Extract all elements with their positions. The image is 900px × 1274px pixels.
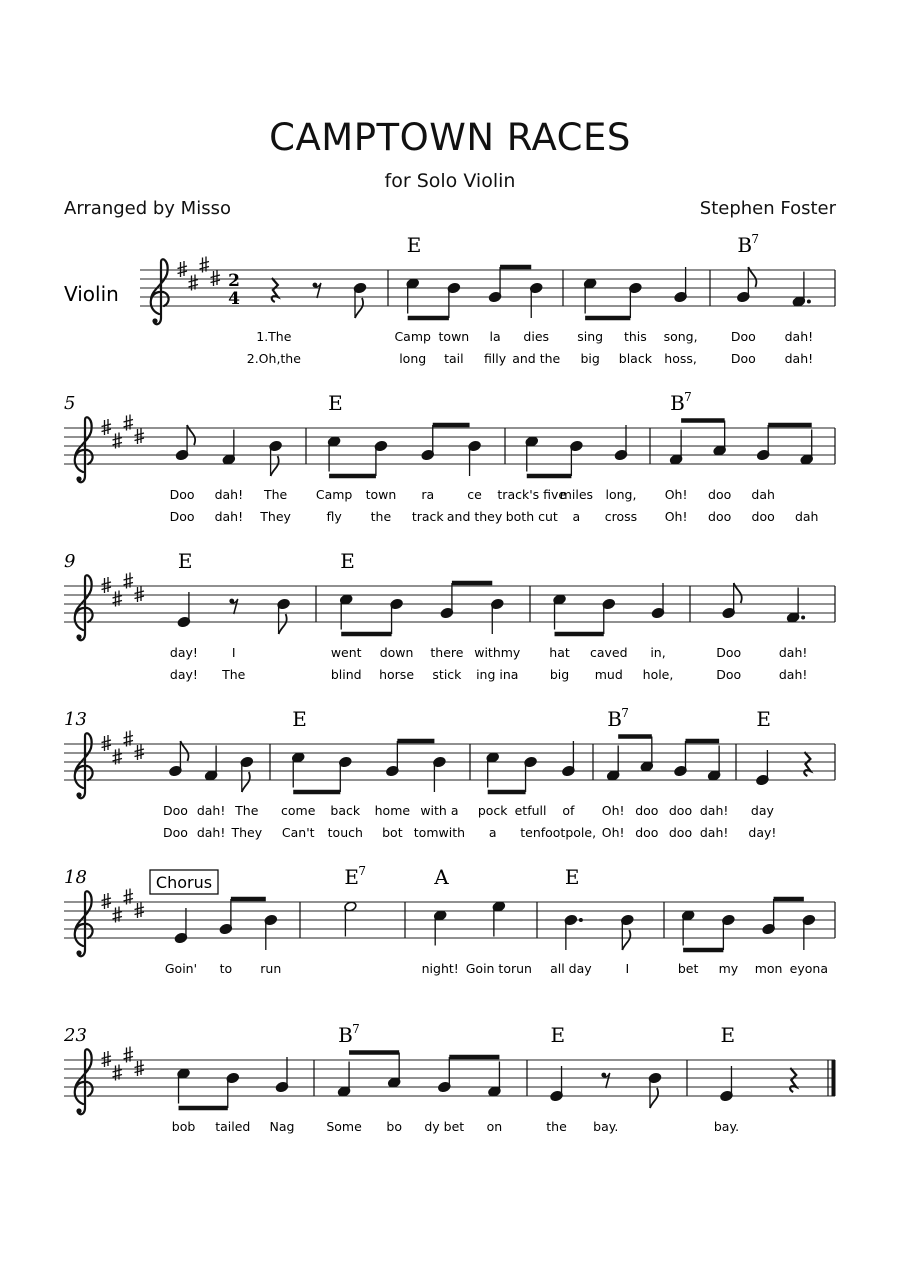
system-4-chord-symbol: E	[292, 707, 307, 731]
system-3-measure-number: 9	[64, 551, 76, 572]
system-2-key-sharp-icon	[102, 419, 112, 435]
system-1-chord-extension: 7	[751, 232, 759, 246]
system-4-clef-dot-icon	[76, 792, 81, 797]
system-2-lyric-verse1: ra	[421, 487, 435, 502]
system-3-lyric-verse2: day!	[169, 667, 198, 682]
system-6-lyric-verse1: bay.	[713, 1119, 740, 1134]
system-2-lyric-verse2: dah!	[214, 509, 244, 524]
system-1-key-sharp-icon	[178, 261, 188, 277]
system-5-dot-icon	[579, 918, 583, 922]
system-3-chord-symbol: E	[177, 549, 193, 573]
system-6-lyric-verse1: tailed	[215, 1119, 251, 1134]
system-5-chord-symbol: A	[434, 865, 449, 889]
system-2-lyric-verse2: doo	[751, 509, 775, 524]
system-3-lyric-verse2: mud	[594, 667, 623, 682]
system-5-lyric-verse1: night!	[421, 961, 459, 976]
system-1-lyric-verse1: this	[623, 329, 647, 344]
system-3-lyric-verse2: Doo	[716, 667, 742, 682]
system-4-lyric-verse1: day	[750, 803, 774, 818]
score-title: CAMPTOWN RACES	[269, 116, 631, 159]
system-3-lyric-verse2: stick	[432, 667, 462, 682]
system-2-key-sharp-icon	[135, 428, 145, 444]
system-4-measure-number: 13	[64, 709, 87, 730]
system-4-lyric-verse1: etfull	[514, 803, 547, 818]
system-6-measure-number: 23	[64, 1025, 87, 1046]
system-3-lyric-verse1: caved	[589, 645, 628, 660]
system-1-clef-dot-icon	[152, 318, 157, 323]
system-3-clef-dot-icon	[76, 634, 81, 639]
system-3-key-sharp-icon	[135, 586, 145, 602]
system-3-chord-symbol: E	[340, 549, 355, 573]
system-4-lyric-verse1: back	[330, 803, 361, 818]
system-2-lyric-verse2: and they	[446, 509, 503, 524]
system-5-lyric-verse1: mon	[754, 961, 783, 976]
system-4-lyric-verse2: footpole,	[540, 825, 597, 840]
system-3-lyric-verse2: ing ina	[476, 667, 519, 682]
time-signature-top: 2	[228, 271, 240, 291]
system-5-lyric-verse1: my	[718, 961, 739, 976]
system-2-chord-extension: 7	[684, 390, 692, 404]
system-6-chord-symbol: E	[550, 1023, 566, 1047]
system-1-lyric-verse2: hoss,	[664, 351, 697, 366]
system-5-note-flag	[622, 930, 630, 950]
system-5-measure-number: 18	[64, 867, 87, 888]
system-1-key-sharp-icon	[211, 270, 221, 286]
system-5-lyric-verse1: I	[625, 961, 630, 976]
system-3-lyric-verse2: big	[549, 667, 570, 682]
system-2-lyric-verse2: They	[260, 509, 291, 524]
system-3-lyric-verse1: down	[379, 645, 414, 660]
system-4-lyric-verse1: home	[374, 803, 411, 818]
system-1-lyric-verse1: dies	[523, 329, 550, 344]
system-3-lyric-verse1: in,	[650, 645, 666, 660]
system-6-key-sharp-icon	[102, 1051, 112, 1067]
system-4-key-sharp-icon	[135, 744, 145, 760]
system-4-lyric-verse2: Doo	[162, 825, 188, 840]
system-4-lyric-verse1: dah!	[699, 803, 729, 818]
system-3-lyric-verse2: blind	[330, 667, 362, 682]
system-4-lyric-verse2: doo	[668, 825, 693, 840]
system-2-lyric-verse1: miles	[559, 487, 594, 502]
instrument-name: Violin	[64, 282, 119, 306]
system-2-lyric-verse2: Doo	[169, 509, 195, 524]
system-5-lyric-verse1: Goin'	[164, 961, 198, 976]
system-5-lyric-verse1: bet	[677, 961, 699, 976]
system-5-lyric-verse1: all day	[550, 961, 592, 976]
system-1-lyric-verse1: dah!	[784, 329, 814, 344]
system-4-lyric-verse2: Oh!	[601, 825, 625, 840]
system-4-lyric-verse1: with a	[420, 803, 459, 818]
system-6-lyric-verse1: on	[486, 1119, 503, 1134]
system-2-clef-dot-icon	[76, 476, 81, 481]
system-3-lyric-verse2: horse	[379, 667, 415, 682]
system-1-lyric-verse1: Camp	[394, 329, 431, 344]
system-5-lyric-verse1: Goin torun	[465, 961, 532, 976]
system-5-lyric-verse1: eyona	[789, 961, 829, 976]
system-4-lyric-verse2: bot	[382, 825, 403, 840]
system-5-key-sharp-icon	[102, 893, 112, 909]
system-2-lyric-verse1: The	[263, 487, 288, 502]
system-2-lyric-verse1: long,	[605, 487, 637, 502]
system-3-key-sharp-icon	[102, 577, 112, 593]
system-2-chord-symbol: B	[670, 391, 685, 415]
system-6-chord-symbol: B	[338, 1023, 353, 1047]
system-1-lyric-verse2: 2.Oh,the	[246, 351, 301, 366]
system-4-lyric-verse2: tomwith	[413, 825, 466, 840]
system-2-lyric-verse2: both cut	[505, 509, 558, 524]
chorus-label: Chorus	[155, 873, 213, 892]
system-1-dot-icon	[807, 300, 811, 304]
system-2-lyric-verse1: Camp	[315, 487, 353, 502]
system-4-lyric-verse1: doo	[635, 803, 659, 818]
system-1-lyric-verse2: black	[618, 351, 652, 366]
system-4-lyric-verse2: a	[488, 825, 497, 840]
system-3-lyric-verse1: day!	[169, 645, 198, 660]
system-3-lyric-verse2: The	[222, 667, 246, 682]
system-1-lyric-verse2: dah!	[784, 351, 814, 366]
system-5-chord-symbol: E	[564, 865, 580, 889]
system-4-lyric-verse1: pock	[477, 803, 508, 818]
system-4-lyric-verse2: dah!	[196, 825, 226, 840]
system-6-lyric-verse1: dy bet	[424, 1119, 465, 1134]
system-1-lyric-verse1: town	[438, 329, 470, 344]
system-3-lyric-verse1: Doo	[716, 645, 742, 660]
system-4-quarter-rest-icon	[804, 752, 810, 776]
system-5-lyric-verse1: to	[219, 961, 233, 976]
system-1-lyric-verse1: la	[489, 329, 501, 344]
system-2-chord-symbol: E	[328, 391, 343, 415]
system-2-lyric-verse2: track	[411, 509, 444, 524]
system-4-lyric-verse2: ten	[520, 825, 541, 840]
system-4-chord-extension: 7	[621, 706, 629, 720]
system-4-lyric-verse1: dah!	[196, 803, 226, 818]
system-3-lyric-verse1: I	[231, 645, 236, 660]
system-6-lyric-verse1: bay.	[593, 1119, 619, 1134]
system-2-lyric-verse1: doo	[708, 487, 732, 502]
system-4-lyric-verse1: The	[235, 803, 259, 818]
system-6-clef-dot-icon	[76, 1108, 81, 1113]
system-4-lyric-verse1: Doo	[162, 803, 188, 818]
system-1-quarter-rest-icon	[272, 278, 278, 302]
system-5-chord-symbol: E	[344, 865, 360, 889]
system-3-note-flag	[279, 614, 287, 634]
system-1-chord-symbol: B	[737, 233, 753, 257]
system-5-treble-clef-icon	[75, 891, 93, 956]
system-1-lyric-verse2: long	[399, 351, 427, 366]
system-6-chord-extension: 7	[352, 1022, 360, 1036]
system-6-quarter-rest-icon	[790, 1068, 796, 1092]
system-3-dot-icon	[801, 616, 805, 620]
system-6-lyric-verse1: Some	[326, 1119, 362, 1134]
system-5-chord-extension: 7	[358, 864, 367, 878]
time-signature-bottom: 4	[228, 289, 240, 309]
system-3-lyric-verse2: hole,	[642, 667, 674, 682]
system-1-treble-clef-icon	[151, 259, 169, 324]
system-4-lyric-verse2: doo	[635, 825, 659, 840]
system-1-lyric-verse1: Doo	[730, 329, 756, 344]
system-2-lyric-verse2: Oh!	[664, 509, 688, 524]
system-3-lyric-verse1: dah!	[778, 645, 808, 660]
system-5-key-sharp-icon	[135, 902, 145, 918]
system-2-lyric-verse1: Oh!	[664, 487, 688, 502]
composer-credit: Stephen Foster	[699, 198, 836, 219]
system-2-note-flag	[271, 456, 279, 476]
system-1-lyric-verse1: 1.The	[256, 329, 292, 344]
system-2-treble-clef-icon	[75, 417, 93, 482]
system-1-lyric-verse2: and the	[512, 351, 561, 366]
system-4-note-flag	[242, 772, 250, 792]
system-6-treble-clef-icon	[75, 1049, 93, 1114]
system-1-lyric-verse2: filly	[483, 351, 507, 366]
system-2-lyric-verse2: fly	[326, 509, 342, 524]
system-3-lyric-verse1: withmy	[474, 645, 521, 660]
system-2-lyric-verse2: dah	[794, 509, 819, 524]
system-3-lyric-verse1: there	[430, 645, 464, 660]
system-3-lyric-verse2: dah!	[778, 667, 808, 682]
system-2-lyric-verse1: ce	[467, 487, 482, 502]
system-4-lyric-verse1: Oh!	[601, 803, 625, 818]
system-1-lyric-verse2: Doo	[730, 351, 756, 366]
system-6-lyric-verse1: bob	[171, 1119, 196, 1134]
system-2-lyric-verse1: Doo	[169, 487, 195, 502]
system-4-lyric-verse1: of	[562, 803, 575, 818]
system-1-lyric-verse2: big	[580, 351, 600, 366]
system-6-key-sharp-icon	[135, 1060, 145, 1076]
system-2-lyric-verse2: doo	[708, 509, 732, 524]
system-4-chord-symbol: E	[756, 707, 772, 731]
system-2-measure-number: 5	[64, 393, 76, 414]
system-6-lyric-verse1: Nag	[269, 1119, 295, 1134]
system-4-chord-symbol: B	[607, 707, 622, 731]
system-4-lyric-verse2: Can't	[281, 825, 315, 840]
system-5-clef-dot-icon	[76, 950, 81, 955]
system-4-lyric-verse1: come	[281, 803, 316, 818]
system-2-lyric-verse1: town	[365, 487, 397, 502]
system-3-treble-clef-icon	[75, 575, 93, 640]
system-1-lyric-verse1: song,	[663, 329, 698, 344]
system-1-note-flag	[355, 298, 363, 318]
system-1-lyric-verse2: tail	[444, 351, 464, 366]
system-4-treble-clef-icon	[75, 733, 93, 798]
system-2-lyric-verse1: track's five	[497, 487, 567, 502]
system-2-lyric-verse2: the	[370, 509, 392, 524]
score-subtitle: for Solo Violin	[384, 170, 516, 192]
system-2-lyric-verse2: a	[572, 509, 581, 524]
system-3-lyric-verse1: went	[330, 645, 362, 660]
system-6-chord-symbol: E	[720, 1023, 736, 1047]
system-1-chord-symbol: E	[406, 233, 422, 257]
system-4-lyric-verse2: dah!	[699, 825, 729, 840]
system-5-lyric-verse1: run	[260, 961, 282, 976]
arranger-credit: Arranged by Misso	[64, 198, 231, 219]
system-2-lyric-verse1: dah	[751, 487, 775, 502]
system-4-key-sharp-icon	[102, 735, 112, 751]
system-3-lyric-verse1: hat	[549, 645, 570, 660]
system-6-note-flag	[650, 1088, 658, 1108]
system-2-lyric-verse1: dah!	[214, 487, 244, 502]
system-2-lyric-verse2: cross	[604, 509, 638, 524]
system-4-lyric-verse2: day!	[748, 825, 777, 840]
system-1-lyric-verse1: sing	[577, 329, 604, 344]
system-4-lyric-verse2: touch	[327, 825, 363, 840]
system-4-lyric-verse2: They	[231, 825, 263, 840]
system-6-lyric-verse1: the	[546, 1119, 567, 1134]
system-4-lyric-verse1: doo	[668, 803, 693, 818]
system-6-lyric-verse1: bo	[386, 1119, 402, 1134]
